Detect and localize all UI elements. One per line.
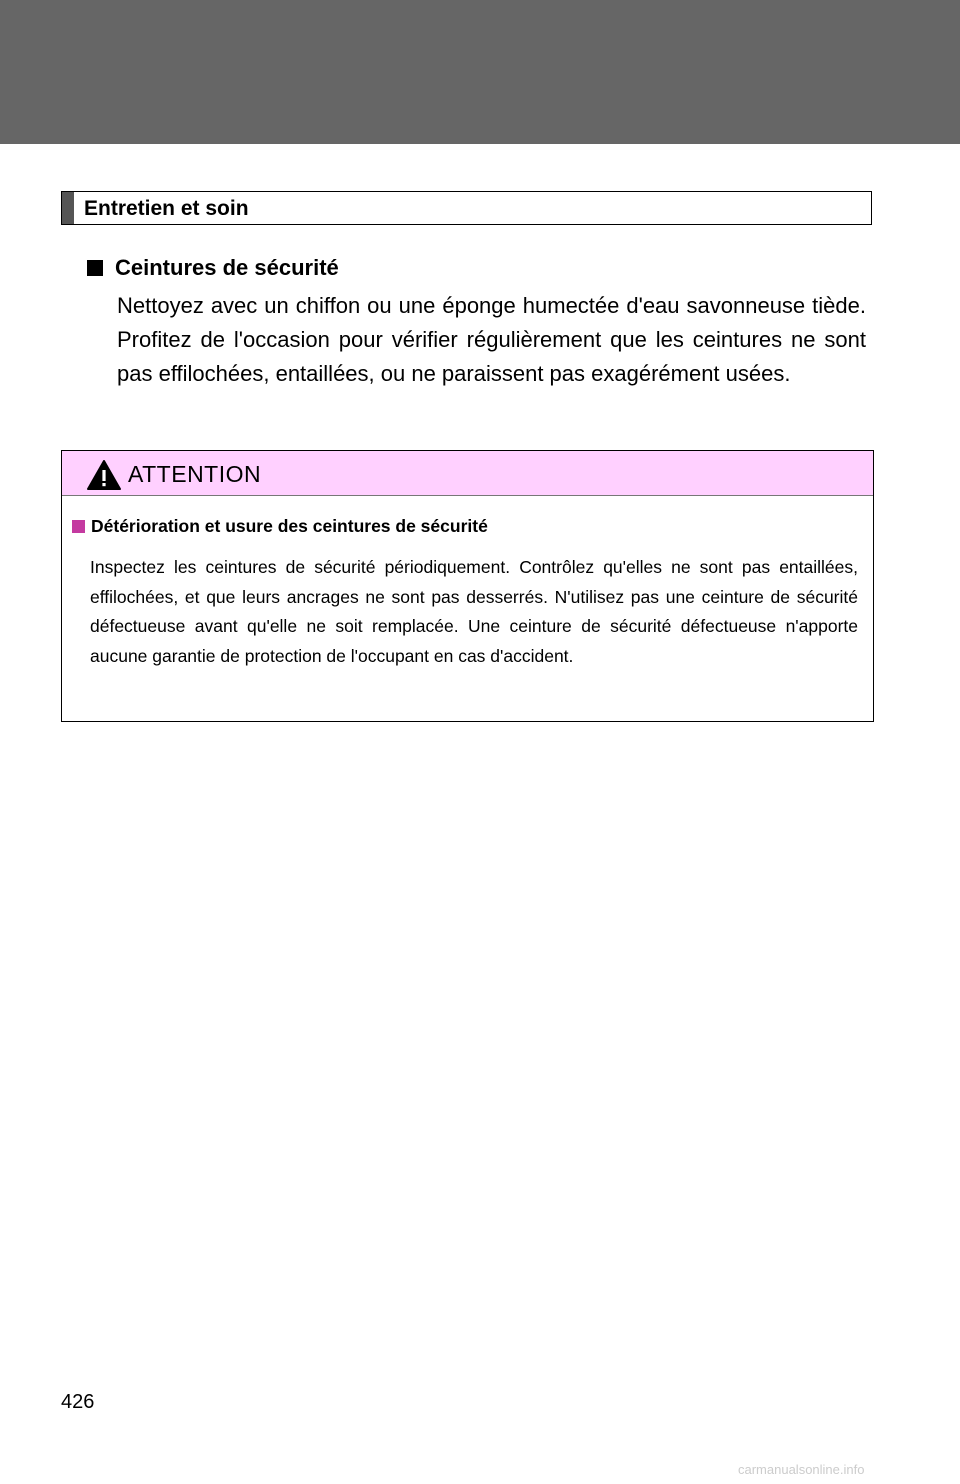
seatbelts-heading bbox=[87, 253, 339, 283]
warning-triangle-icon bbox=[86, 459, 122, 491]
seatbelts-paragraph: Nettoyez avec un chiffon ou une éponge humectée d'eau savonneuse tiède. Profitez de l'occasion pour vérifier régulièrement que les ceintures ne sont pas effilochées, entaillées, ou ne paraissent pas exagérément usées. bbox=[117, 293, 866, 386]
section-header bbox=[61, 191, 872, 225]
watermark: carmanualsonline.info bbox=[738, 1462, 865, 1477]
seatbelts-heading-text: Ceintures de sécurité bbox=[115, 255, 339, 280]
warning-header bbox=[62, 451, 873, 496]
warning-box bbox=[61, 450, 874, 722]
warning-heading-text: Détérioration et usure des ceintures de sécurité bbox=[91, 516, 488, 536]
section-title: Entretien et soin bbox=[84, 197, 249, 220]
warning-paragraph: Inspectez les ceintures de sécurité périodiquement. Contrôlez qu'elles ne sont pas entaillées, effilochées, et que leurs ancrages ne sont pas desserrés. N'utilisez pas une ceinture de sécurité défectueuse avant qu'elle ne soit remplacée. Une ceinture de sécurité défectueuse n'apporte aucune garantie de protection de l'occupant en cas d'accident. bbox=[90, 557, 858, 666]
warning-label: ATTENTION bbox=[128, 461, 262, 487]
square-bullet-icon bbox=[72, 520, 85, 533]
square-bullet-icon bbox=[87, 260, 103, 276]
top-banner bbox=[0, 0, 960, 144]
section-header-bar bbox=[62, 192, 74, 224]
warning-heading bbox=[72, 514, 488, 538]
page-number: 426 bbox=[61, 1391, 95, 1413]
